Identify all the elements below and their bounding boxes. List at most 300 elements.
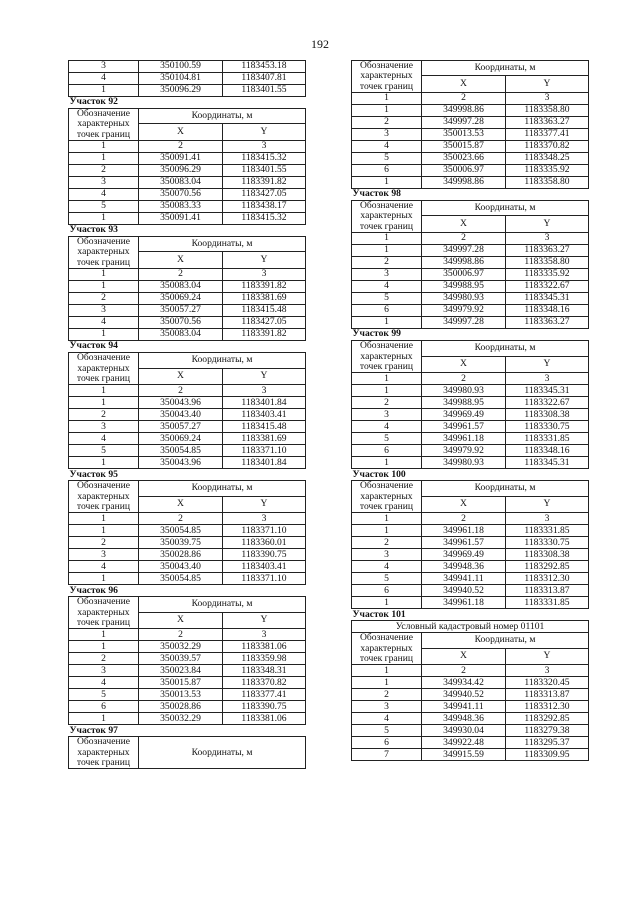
plot-number: 96	[108, 584, 118, 596]
table-row	[352, 713, 589, 725]
table-row	[352, 597, 589, 609]
x-value: 350083.04	[139, 177, 223, 189]
column-number-row	[352, 665, 589, 677]
y-header: Y	[223, 368, 306, 385]
x-value: 350069.24	[139, 433, 223, 445]
col-number: 2	[139, 269, 223, 281]
point-id: 1	[69, 153, 139, 165]
coordinates-table-right	[351, 60, 589, 761]
coords-header: Координаты, м	[422, 633, 589, 648]
point-id: 4	[352, 561, 422, 573]
point-id: 3	[69, 61, 139, 73]
table-row	[69, 213, 306, 225]
point-id: 1	[352, 317, 422, 329]
plot-title-row	[69, 469, 306, 481]
col-number: 1	[69, 629, 139, 641]
x-value: 349988.95	[422, 397, 506, 409]
table-row	[69, 153, 306, 165]
col-number: 3	[506, 93, 589, 105]
x-value: 349980.93	[422, 385, 506, 397]
y-header: Y	[506, 76, 589, 93]
col-number: 2	[422, 373, 506, 385]
x-value: 349941.11	[422, 573, 506, 585]
col-number: 3	[223, 385, 306, 397]
x-value: 350043.96	[139, 397, 223, 409]
y-value: 1183331.85	[506, 597, 589, 609]
y-value: 1183391.82	[223, 329, 306, 341]
table-row	[69, 573, 306, 585]
point-header: Обозначение характерных точек границ	[69, 353, 139, 385]
point-id: 1	[352, 105, 422, 117]
x-value: 349980.93	[422, 293, 506, 305]
table-row	[69, 165, 306, 177]
point-id: 1	[69, 85, 139, 97]
y-value: 1183401.55	[223, 85, 306, 97]
x-value: 350100.59	[139, 61, 223, 73]
y-value: 1183377.41	[506, 129, 589, 141]
y-value: 1183415.48	[223, 421, 306, 433]
point-id: 1	[69, 213, 139, 225]
x-value: 350096.29	[139, 165, 223, 177]
x-header: X	[139, 496, 223, 513]
point-header: Обозначение характерных точек границ	[69, 737, 139, 769]
column-number-row	[352, 93, 589, 105]
y-value: 1183330.75	[506, 537, 589, 549]
x-value: 350083.04	[139, 329, 223, 341]
header-row	[352, 201, 589, 216]
point-id: 5	[352, 153, 422, 165]
point-header: Обозначение характерных точек границ	[352, 633, 422, 665]
table-row	[352, 689, 589, 701]
point-id: 1	[352, 525, 422, 537]
table-row	[352, 677, 589, 689]
col-number: 2	[422, 93, 506, 105]
coords-header: Координаты, м	[422, 201, 589, 216]
table-row	[69, 561, 306, 573]
x-value: 349998.86	[422, 257, 506, 269]
x-header: X	[139, 252, 223, 269]
point-id: 6	[352, 585, 422, 597]
coords-header: Координаты, м	[422, 341, 589, 356]
x-header: X	[139, 368, 223, 385]
point-id: 3	[69, 549, 139, 561]
point-id: 5	[69, 445, 139, 457]
y-value: 1183358.80	[506, 257, 589, 269]
point-id: 3	[69, 421, 139, 433]
x-value: 350054.85	[139, 445, 223, 457]
y-value: 1183313.87	[506, 689, 589, 701]
y-header: Y	[223, 252, 306, 269]
x-value: 350057.27	[139, 305, 223, 317]
plot-title-row	[69, 585, 306, 597]
x-value: 349980.93	[422, 457, 506, 469]
x-value: 350096.29	[139, 85, 223, 97]
point-id: 6	[352, 305, 422, 317]
point-id: 4	[352, 421, 422, 433]
x-value: 350104.81	[139, 73, 223, 85]
table-row	[352, 749, 589, 761]
plot-title	[69, 585, 306, 597]
point-id: 1	[69, 573, 139, 585]
col-number: 1	[69, 385, 139, 397]
table-row	[352, 165, 589, 177]
y-value: 1183331.85	[506, 525, 589, 537]
table-row	[69, 689, 306, 701]
x-value: 350057.27	[139, 421, 223, 433]
x-value: 349941.11	[422, 701, 506, 713]
point-id: 3	[69, 665, 139, 677]
col-number: 1	[352, 373, 422, 385]
col-number: 3	[506, 665, 589, 677]
y-value: 1183322.67	[506, 281, 589, 293]
y-value: 1183381.69	[223, 293, 306, 305]
x-value: 350013.53	[422, 129, 506, 141]
table-row	[69, 61, 306, 73]
y-value: 1183403.41	[223, 409, 306, 421]
point-id: 3	[352, 129, 422, 141]
y-value: 1183308.38	[506, 409, 589, 421]
plot-title	[352, 609, 589, 621]
col-number: 1	[352, 513, 422, 525]
y-value: 1183312.30	[506, 701, 589, 713]
plot-title	[352, 469, 589, 481]
point-id: 4	[69, 677, 139, 689]
x-value: 349934.42	[422, 677, 506, 689]
point-id: 1	[352, 457, 422, 469]
plot-title	[69, 725, 306, 737]
point-id: 2	[352, 117, 422, 129]
table-row	[352, 537, 589, 549]
x-value: 350015.87	[422, 141, 506, 153]
y-value: 1183359.98	[223, 653, 306, 665]
table-row	[69, 329, 306, 341]
header-row	[69, 353, 306, 368]
column-number-row	[69, 269, 306, 281]
col-number: 1	[69, 513, 139, 525]
x-header: X	[422, 216, 506, 233]
header-row	[352, 481, 589, 496]
x-value: 350083.33	[139, 201, 223, 213]
x-value: 349997.28	[422, 317, 506, 329]
plot-number: 95	[108, 468, 118, 480]
y-value: 1183401.55	[223, 165, 306, 177]
plot-title-row	[69, 225, 306, 237]
x-value: 350070.56	[139, 317, 223, 329]
point-id: 1	[352, 245, 422, 257]
column-number-row	[352, 513, 589, 525]
x-value: 349961.18	[422, 433, 506, 445]
table-row	[352, 245, 589, 257]
table-row	[352, 421, 589, 433]
col-number: 3	[506, 513, 589, 525]
y-header: Y	[506, 496, 589, 513]
plot-prefix: Участок	[69, 584, 106, 596]
point-id: 4	[69, 561, 139, 573]
point-id: 5	[352, 725, 422, 737]
point-id: 1	[69, 397, 139, 409]
table-row	[352, 457, 589, 469]
point-id: 3	[352, 409, 422, 421]
point-id: 6	[352, 165, 422, 177]
x-value: 349930.04	[422, 725, 506, 737]
x-value: 350043.40	[139, 561, 223, 573]
y-value: 1183345.31	[506, 293, 589, 305]
coords-header: Координаты, м	[139, 237, 306, 252]
point-header: Обозначение характерных точек границ	[69, 481, 139, 513]
plot-prefix: Участок	[352, 468, 389, 480]
y-value: 1183427.05	[223, 317, 306, 329]
header-row	[352, 633, 589, 648]
table-row	[69, 189, 306, 201]
point-id: 1	[69, 641, 139, 653]
plot-prefix: Участок	[352, 608, 389, 620]
y-value: 1183345.31	[506, 385, 589, 397]
table-row	[352, 433, 589, 445]
x-value: 349998.86	[422, 105, 506, 117]
plot-title-row	[352, 329, 589, 341]
point-id: 1	[69, 713, 139, 725]
x-value: 349997.28	[422, 117, 506, 129]
x-value: 349979.92	[422, 305, 506, 317]
x-value: 349948.36	[422, 713, 506, 725]
col-number: 1	[352, 93, 422, 105]
x-value: 350070.56	[139, 189, 223, 201]
y-value: 1183377.41	[223, 689, 306, 701]
col-number: 2	[139, 513, 223, 525]
table-row	[69, 549, 306, 561]
table-row	[352, 737, 589, 749]
table-row	[352, 549, 589, 561]
plot-title	[352, 189, 589, 201]
y-value: 1183360.01	[223, 537, 306, 549]
coords-header: Координаты, м	[422, 481, 589, 496]
plot-number: 101	[391, 608, 406, 620]
table-row	[352, 725, 589, 737]
table-row	[352, 177, 589, 189]
header-row	[69, 237, 306, 252]
y-value: 1183407.81	[223, 73, 306, 85]
point-id: 5	[352, 293, 422, 305]
table-row	[352, 293, 589, 305]
header-row	[69, 481, 306, 496]
point-id: 1	[352, 597, 422, 609]
point-id: 4	[69, 317, 139, 329]
table-row	[352, 129, 589, 141]
column-number-row	[69, 629, 306, 641]
plot-number: 100	[391, 468, 406, 480]
y-value: 1183415.48	[223, 305, 306, 317]
coords-header: Координаты, м	[139, 109, 306, 124]
y-value: 1183381.06	[223, 713, 306, 725]
point-id: 2	[69, 165, 139, 177]
coords-header: Координаты, м	[139, 353, 306, 368]
plot-prefix: Участок	[69, 724, 106, 736]
col-number: 1	[69, 269, 139, 281]
plot-number: 98	[391, 188, 401, 200]
column-number-row	[352, 373, 589, 385]
point-header: Обозначение характерных точек границ	[352, 481, 422, 513]
table-row	[69, 701, 306, 713]
y-value: 1183358.80	[506, 177, 589, 189]
plot-number: 99	[391, 328, 401, 340]
x-header: X	[139, 612, 223, 629]
table-row	[69, 177, 306, 189]
y-value: 1183391.82	[223, 177, 306, 189]
x-value: 350091.41	[139, 153, 223, 165]
x-value: 349915.59	[422, 749, 506, 761]
table-row	[352, 141, 589, 153]
coords-header: Координаты, м	[139, 597, 306, 612]
table-row	[352, 561, 589, 573]
x-value: 349979.92	[422, 445, 506, 457]
table-row	[69, 397, 306, 409]
point-id: 6	[352, 737, 422, 749]
point-header: Обозначение характерных точек границ	[69, 109, 139, 141]
y-value: 1183371.10	[223, 525, 306, 537]
col-number: 3	[223, 513, 306, 525]
point-id: 2	[69, 537, 139, 549]
x-value: 349961.57	[422, 537, 506, 549]
col-number: 1	[352, 665, 422, 677]
y-value: 1183320.45	[506, 677, 589, 689]
point-id: 2	[352, 689, 422, 701]
x-value: 350083.04	[139, 281, 223, 293]
x-value: 349997.28	[422, 245, 506, 257]
table-row	[69, 525, 306, 537]
point-id: 2	[69, 409, 139, 421]
point-id: 1	[352, 177, 422, 189]
table-row	[352, 269, 589, 281]
header-row	[69, 597, 306, 612]
y-header: Y	[223, 124, 306, 141]
y-value: 1183348.16	[506, 305, 589, 317]
point-id: 3	[69, 177, 139, 189]
table-row	[352, 701, 589, 713]
col-number: 2	[422, 233, 506, 245]
table-row	[352, 105, 589, 117]
x-value: 350091.41	[139, 213, 223, 225]
plot-prefix: Участок	[69, 468, 106, 480]
point-id: 3	[69, 305, 139, 317]
y-header: Y	[506, 356, 589, 373]
table-row	[352, 573, 589, 585]
table-row	[69, 201, 306, 213]
y-value: 1183381.69	[223, 433, 306, 445]
y-value: 1183363.27	[506, 317, 589, 329]
table-row	[69, 85, 306, 97]
y-value: 1183415.32	[223, 213, 306, 225]
col-number: 2	[139, 385, 223, 397]
right-column	[351, 60, 588, 761]
coords-header: Координаты, м	[139, 481, 306, 496]
point-id: 2	[352, 257, 422, 269]
x-value: 349940.52	[422, 585, 506, 597]
plot-title-row	[352, 189, 589, 201]
point-id: 3	[352, 701, 422, 713]
point-header: Обозначение характерных точек границ	[352, 61, 422, 93]
y-value: 1183371.10	[223, 573, 306, 585]
coords-header: Координаты, м	[422, 61, 589, 76]
x-value: 349948.36	[422, 561, 506, 573]
table-row	[352, 257, 589, 269]
y-value: 1183401.84	[223, 457, 306, 469]
x-value: 349988.95	[422, 281, 506, 293]
plot-title	[69, 341, 306, 353]
point-id: 5	[352, 573, 422, 585]
x-value: 349922.48	[422, 737, 506, 749]
table-row	[69, 445, 306, 457]
point-id: 1	[69, 525, 139, 537]
y-value: 1183331.85	[506, 433, 589, 445]
x-header: X	[139, 124, 223, 141]
table-row	[352, 317, 589, 329]
plot-prefix: Участок	[69, 224, 106, 236]
plot-number: 94	[108, 340, 118, 352]
col-number: 3	[223, 629, 306, 641]
y-value: 1183330.75	[506, 421, 589, 433]
x-value: 350013.53	[139, 689, 223, 701]
table-row	[69, 713, 306, 725]
x-value: 350028.86	[139, 549, 223, 561]
x-value: 349969.49	[422, 549, 506, 561]
x-header: X	[422, 356, 506, 373]
y-value: 1183427.05	[223, 189, 306, 201]
point-id: 2	[69, 293, 139, 305]
point-id: 4	[69, 189, 139, 201]
col-number: 1	[69, 141, 139, 153]
y-value: 1183453.18	[223, 61, 306, 73]
point-id: 5	[69, 689, 139, 701]
table-row	[352, 525, 589, 537]
y-header: Y	[506, 648, 589, 665]
point-header: Обозначение характерных точек границ	[69, 237, 139, 269]
point-id: 4	[69, 73, 139, 85]
point-id: 4	[352, 281, 422, 293]
x-value: 350069.24	[139, 293, 223, 305]
point-id: 2	[352, 397, 422, 409]
y-value: 1183279.38	[506, 725, 589, 737]
plot-title-row	[69, 725, 306, 737]
col-number: 2	[139, 629, 223, 641]
point-header: Обозначение характерных точек границ	[69, 597, 139, 629]
plot-prefix: Участок	[69, 340, 106, 352]
table-row	[69, 537, 306, 549]
col-number: 3	[506, 373, 589, 385]
column-number-row	[69, 513, 306, 525]
table-row	[69, 73, 306, 85]
y-value: 1183390.75	[223, 701, 306, 713]
table-row	[352, 397, 589, 409]
header-row	[69, 737, 306, 769]
y-value: 1183363.27	[506, 245, 589, 257]
x-value: 350032.29	[139, 641, 223, 653]
col-number: 2	[139, 141, 223, 153]
point-id: 7	[352, 749, 422, 761]
page-number: 192	[311, 37, 329, 51]
table-row	[352, 385, 589, 397]
point-header: Обозначение характерных точек границ	[352, 201, 422, 233]
y-value: 1183292.85	[506, 713, 589, 725]
table-row	[69, 421, 306, 433]
point-id: 1	[69, 329, 139, 341]
point-id: 6	[352, 445, 422, 457]
y-value: 1183313.87	[506, 585, 589, 597]
table-row	[69, 653, 306, 665]
y-value: 1183335.92	[506, 165, 589, 177]
y-header: Y	[223, 496, 306, 513]
table-row	[69, 409, 306, 421]
x-value: 349961.18	[422, 525, 506, 537]
